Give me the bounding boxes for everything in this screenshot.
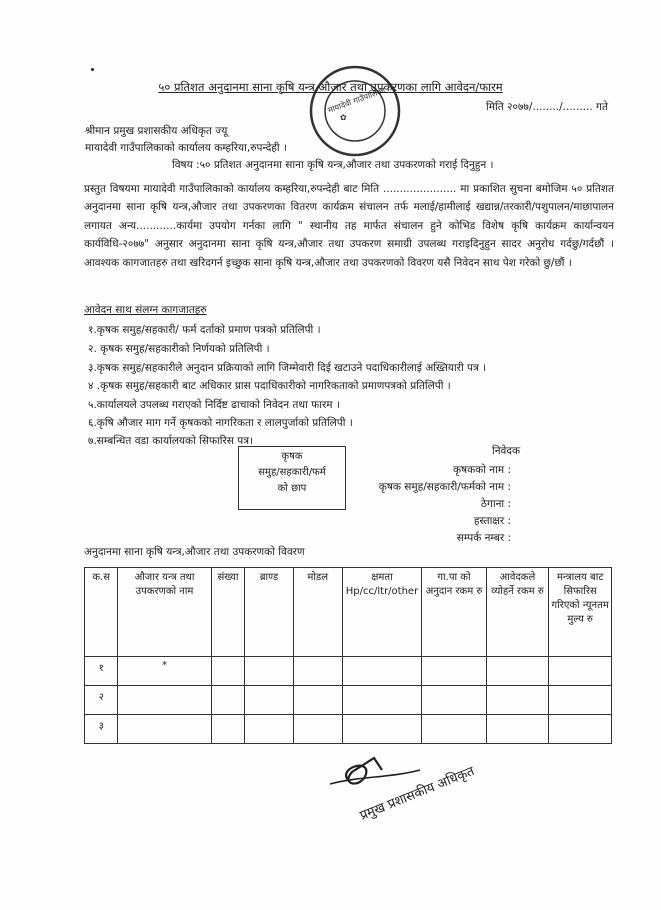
applicant-field-phone: सम्पर्क नम्बर : bbox=[456, 532, 511, 544]
addressee-line-1: श्रीमान प्रमुख प्रशासकीय अधिकृत ज्यू bbox=[85, 125, 228, 137]
cell[interactable] bbox=[342, 686, 422, 715]
seal-placeholder-box bbox=[238, 446, 346, 510]
office-stamp bbox=[300, 56, 410, 166]
signature-title: प्रमुख प्रशासकीय अधिकृत bbox=[357, 764, 477, 824]
document-item: २. कृषक समुह/सहकारीको निर्णयको प्रतिलिपी । bbox=[88, 343, 270, 355]
document-item: ७.सम्बन्धित वडा कार्यालयको सिफारिस पत्र। bbox=[88, 435, 253, 447]
stray-dot bbox=[91, 68, 94, 71]
cell[interactable] bbox=[549, 715, 612, 744]
cell[interactable] bbox=[549, 657, 612, 686]
cell[interactable] bbox=[211, 657, 245, 686]
cell[interactable] bbox=[245, 686, 294, 715]
svg-text:✿: ✿ bbox=[340, 113, 347, 122]
applicant-heading: निवेदक bbox=[492, 445, 521, 457]
seal-box-line: समुह/सहकारी/फर्म bbox=[258, 467, 326, 478]
header-quantity: संख्या bbox=[211, 568, 245, 657]
cell[interactable] bbox=[422, 657, 486, 686]
document-item: ४ .कृषक समुह/सहकारी बाट अधिकार प्रास पदाधिकारीको नागरिकताको प्रमाणपत्रको प्रतिलिपी । bbox=[88, 380, 451, 392]
cell[interactable] bbox=[486, 686, 549, 715]
document-item: १.कृषक समुह/सहकारी/ फर्म दर्ताको प्रमाण पत्रको प्रतिलिपी । bbox=[88, 324, 321, 336]
table-title: अनुदानमा साना कृषि यन्त्र,औजार तथा उपकरणको विवरण bbox=[84, 546, 305, 558]
body-paragraph: प्रस्तुत विषयमा मायादेवी गाउँपालिकाको कार्यालय कम्हरिया,रुपन्देही बाट मिति ...................... मा प्रकाशित सुचना बमोजिम ५० प्रतिशत अनुदानमा साना कृषि यन्त्र,औजार तथा उपकरणका वितरण कार्यक्रम संचालन तर्फ मलाई/हामीलाई खद्यान्न/तरकारी/पशुपालन/माछापालन लगायत अन्य............कार्यमा उपयोग गर्नका लागि " स्थानीय तह मार्फत संचालन हुने कोभिड विशेष कृषि कार्यक्रम कार्यान्वयन कार्यविधि-२०७७" अनुसार अनुदानमा साना कृषि यन्त्र,औजार तथा उपकरण समाग्री उपलब्ध गराइदिनुहुन सादर अनुरोध गर्दछु/गर्दछौं ।आवश्यक कागजातहरु तथा खरिदगर्न इच्छुक साना कृषि यन्त्र,औजार तथा उपकरणको विवरण यसै निवेदन साथ पेश गरेको छु/छौं । bbox=[84, 183, 614, 269]
applicant-field-name: कृषकको नाम : bbox=[452, 464, 511, 476]
header-model: मोडल bbox=[293, 568, 342, 657]
header-subsidy-amount: गा.पा को अनुदान रकम रु bbox=[422, 568, 486, 657]
table-row bbox=[85, 686, 612, 715]
header-sn: क.स bbox=[85, 568, 118, 657]
cell[interactable] bbox=[211, 715, 245, 744]
header-brand: ब्राण्ड bbox=[245, 568, 294, 657]
cell[interactable] bbox=[118, 686, 211, 715]
cell: २ bbox=[85, 686, 118, 715]
cell[interactable] bbox=[245, 657, 294, 686]
addressee-line-2: मायादेवी गाउँपालिकाको कार्यालय कम्हरिया,रुपन्देही । bbox=[85, 142, 287, 154]
form-title: ५० प्रतिशत अनुदानमा साना कृषि यन्त्र,औजार तथा उपकरणका लागि आवेदन/फारम bbox=[158, 80, 503, 94]
header-equipment-name: औजार यन्त्र तथा उपकरणको नाम bbox=[118, 568, 211, 657]
cell: ३ bbox=[85, 715, 118, 744]
document-item: ३.कृषक समुह/सहकारीले अनुदान प्रक्रियाको लागि जिम्मेवारी दिई खटाउने पदाधिकारीलाई अख्तियारी पत्र । bbox=[88, 362, 487, 374]
date-line: मिति २०७७/......../......... गते bbox=[486, 101, 608, 113]
signature-stamp bbox=[300, 740, 520, 850]
cell[interactable] bbox=[549, 686, 612, 715]
documents-heading: आवेदन साथ संलग्न कागजातहरु bbox=[84, 304, 207, 316]
cell[interactable] bbox=[245, 715, 294, 744]
document-item: ५.कार्यालयले उपलब्ध गराएको निर्दिष्ट ढाचाको निवेदन तथा फारम । bbox=[88, 399, 340, 411]
header-ministry-price: मन्त्रालय बाट सिफारिस गरिएको न्यूनतम मुल्य रु bbox=[549, 568, 612, 657]
cell[interactable] bbox=[422, 686, 486, 715]
cell[interactable] bbox=[118, 715, 211, 744]
cell[interactable]: * bbox=[118, 657, 211, 686]
seal-box-line: कृषक bbox=[281, 451, 303, 462]
subject-line: विषय :५० प्रतिशत अनुदानमा साना कृषि यन्त्र,औजार तथा उपकरणको गराई दिनुहुन । bbox=[172, 159, 494, 171]
seal-box-line: को छाप bbox=[277, 483, 307, 494]
equipment-table bbox=[84, 567, 612, 744]
table-header-row bbox=[85, 568, 612, 657]
cell[interactable] bbox=[211, 686, 245, 715]
cell[interactable] bbox=[293, 657, 342, 686]
applicant-field-signature: हस्ताक्षर : bbox=[473, 515, 511, 527]
cell[interactable] bbox=[293, 686, 342, 715]
cell[interactable] bbox=[342, 657, 422, 686]
table-row bbox=[85, 657, 612, 686]
stamp-text: मायादेवी गाउँपालिका bbox=[326, 85, 387, 115]
header-capacity: क्षमता Hp/cc/ltr/other bbox=[342, 568, 422, 657]
document-item: ६.कृषि औजार माग गर्ने कृषकको नागरिकता र लालपुर्जाको प्रतिलिपी । bbox=[88, 417, 353, 429]
cell: १ bbox=[85, 657, 118, 686]
header-applicant-amount: आवेदकले व्योहर्ने रकम रु bbox=[486, 568, 549, 657]
applicant-field-group: कृषक समुह/सहकारी/फर्मको नाम : bbox=[378, 481, 511, 493]
cell[interactable] bbox=[486, 657, 549, 686]
applicant-field-address: ठेगाना : bbox=[480, 498, 511, 510]
